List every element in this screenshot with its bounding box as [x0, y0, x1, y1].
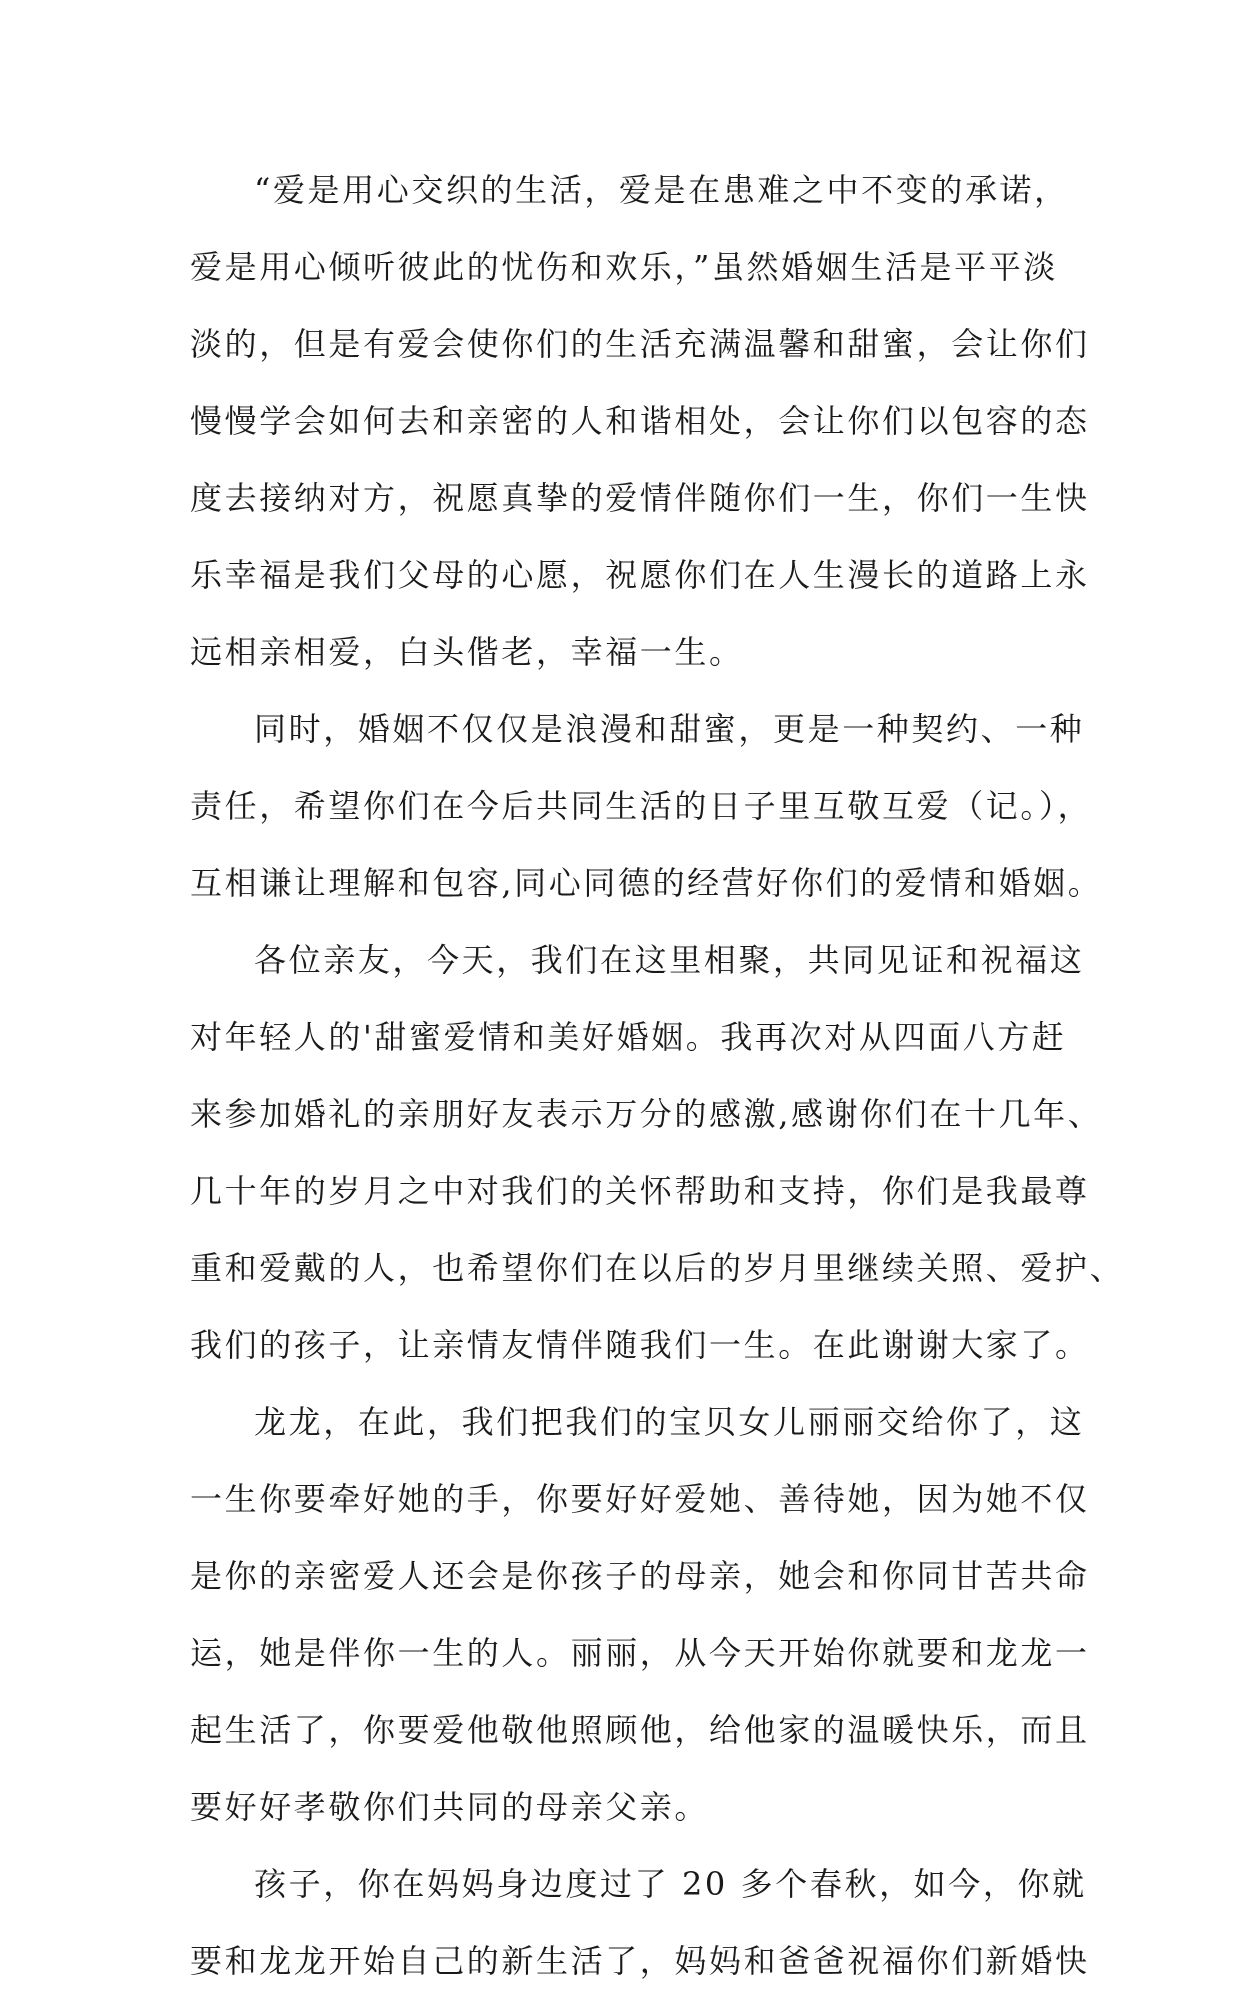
text-line: 来参加婚礼的亲朋好友表示万分的感激,感谢你们在十几年、 [190, 1095, 1103, 1133]
text-line: 各位亲友，今天，我们在这里相聚，共同见证和祝福这 [254, 941, 1085, 979]
text-line: 乐幸福是我们父母的心愿，祝愿你们在人生漫长的道路上永 [190, 556, 1090, 594]
text-line: 互相谦让理解和包容,同心同德的经营好你们的爱情和婚姻。 [190, 864, 1103, 902]
text-line: 几十年的岁月之中对我们的关怀帮助和支持，你们是我最尊 [190, 1172, 1090, 1210]
text-line: 淡的，但是有爱会使你们的生活充满温馨和甜蜜，会让你们 [190, 325, 1090, 363]
paragraph-to-couple [190, 1384, 1090, 1846]
text-line: 对年轻人的'甜蜜爱情和美好婚姻。我再次对从四面八方赶 [190, 1018, 1067, 1056]
text-line: 慢慢学会如何去和亲密的人和谐相处，会让你们以包容的态 [190, 402, 1090, 440]
text-line: 要好好孝敬你们共同的母亲父亲。 [190, 1788, 710, 1826]
text-line: 度去接纳对方，祝愿真挚的爱情伴随你们一生，你们一生快 [190, 479, 1090, 517]
paragraph-marriage-responsibility [190, 691, 1103, 922]
text-line: 重和爱戴的人，也希望你们在以后的岁月里继续关照、爱护、 [190, 1249, 1125, 1287]
text-line: 一生你要牵好她的手，你要好好爱她、善待她，因为她不仅 [190, 1480, 1090, 1518]
text-line: 我们的孩子，让亲情友情伴随我们一生。在此谢谢大家了。 [190, 1326, 1090, 1364]
text-line: 责任，希望你们在今后共同生活的日子里互敬互爱（记。）， [190, 787, 1093, 825]
text-line: 龙龙，在此，我们把我们的宝贝女儿丽丽交给你了，这 [254, 1403, 1085, 1441]
text-line: “爱是用心交织的生活，爱是在患难之中不变的承诺， [254, 171, 1069, 209]
text-line: 孩子，你在妈妈身边度过了 20 多个春秋，如今，你就 [254, 1865, 1087, 1903]
text-line: 是你的亲密爱人还会是你孩子的母亲，她会和你同甘苦共命 [190, 1557, 1090, 1595]
text-line: 运，她是伴你一生的人。丽丽，从今天开始你就要和龙龙一 [190, 1634, 1090, 1672]
paragraph-love-blessing [190, 152, 1090, 691]
text-line: 要和龙龙开始自己的新生活了，妈妈和爸爸祝福你们新婚快 [190, 1942, 1090, 1980]
text-line: 同时，婚姻不仅仅是浪漫和甜蜜，更是一种契约、一种 [254, 710, 1085, 748]
text-line: 起生活了，你要爱他敬他照顾他，给他家的温暖快乐，而且 [190, 1711, 1090, 1749]
text-line: 远相亲相爱，白头偕老，幸福一生。 [190, 633, 744, 671]
text-line: 爱是用心倾听彼此的忧伤和欢乐，”虽然婚姻生活是平平淡 [190, 248, 1058, 286]
document-body [190, 152, 1125, 2000]
paragraph-thanks-guests [190, 922, 1125, 1384]
paragraph-to-child [190, 1846, 1090, 2000]
